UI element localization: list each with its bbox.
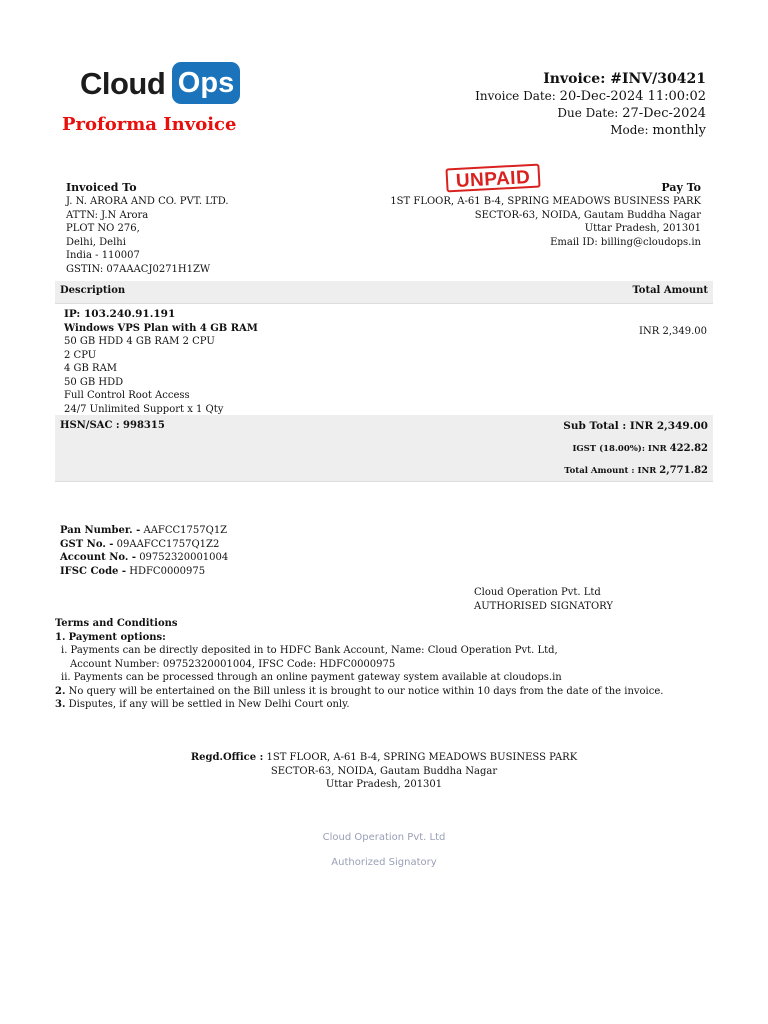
invoiced-to-heading: Invoiced To (66, 181, 137, 194)
ifsc-code: IFSC Code - HDFC0000975 (60, 565, 206, 577)
invoiced-to-line: J. N. ARORA AND CO. PVT. LTD. (66, 196, 229, 207)
pay-to-email[interactable]: Email ID: billing@cloudops.in (550, 236, 701, 248)
invoiced-to-line: PLOT NO 276, (66, 223, 140, 234)
item-detail: 50 GB HDD 4 GB RAM 2 CPU (64, 336, 215, 347)
signatory-company: Cloud Operation Pvt. Ltd (474, 587, 601, 598)
logo-word: Cloud (80, 66, 166, 101)
pay-to-line: 1ST FLOOR, A-61 B-4, SPRING MEADOWS BUSINESS PARK (390, 196, 701, 207)
registered-office (0, 751, 768, 792)
subtotal: Sub Total : INR 2,349.00 (563, 420, 708, 432)
table-divider (55, 303, 713, 304)
table-header (55, 281, 713, 303)
table-divider (55, 481, 713, 482)
invoiced-to-block (66, 181, 229, 276)
invoiced-to-line: GSTIN: 07AAACJ0271H1ZW (66, 263, 211, 275)
account-number: Account No. - 09752320001004 (60, 552, 229, 563)
signatory-block (474, 586, 613, 613)
invoiced-to-line: ATTN: J.N Arora (66, 209, 149, 221)
tax-row (55, 437, 713, 459)
pay-to-block (390, 181, 701, 249)
invoiced-to-line: India - 110007 (66, 250, 140, 261)
pay-to-line: Uttar Pradesh, 201301 (584, 223, 701, 234)
item-detail: Full Control Root Access (64, 390, 190, 401)
total-row (55, 459, 713, 481)
unpaid-stamp: UNPAID (445, 164, 540, 193)
invoice-date: Invoice Date: 20-Dec-2024 11:00:02 (475, 89, 706, 104)
pay-to-line: SECTOR-63, NOIDA, Gautam Buddha Nagar (474, 209, 701, 221)
pay-to-heading: Pay To (661, 181, 701, 194)
column-total-amount: Total Amount (632, 285, 708, 296)
regd-line-1: Regd.Office : 1ST FLOOR, A-61 B-4, SPRING MEADOWS BUSINESS PARK (190, 752, 578, 763)
footer-company: Cloud Operation Pvt. Ltd (322, 832, 446, 843)
term-2: 2. No query will be entertained on the Bill unless it is brought to our notice within 10 days from the date of the invoice. (55, 685, 664, 697)
item-plan: Windows VPS Plan with 4 GB RAM (64, 322, 258, 334)
term-1-ii: ii. Payments can be processed through an online payment gateway system available at cloudops.in (61, 672, 562, 683)
item-detail: 50 GB HDD (64, 376, 124, 388)
igst-amount: IGST (18.00%): INR 422.82 (572, 443, 708, 454)
item-detail: 2 CPU (64, 349, 97, 361)
term-1: 1. Payment options: (55, 631, 166, 643)
billing-mode: Mode: monthly (610, 123, 706, 138)
pan-number: Pan Number. - AAFCC1757Q1Z (60, 525, 228, 536)
terms-block (55, 617, 663, 712)
document-title: Proforma Invoice (62, 114, 237, 135)
item-amount: INR 2,349.00 (639, 326, 707, 337)
logo-badge: Ops (172, 62, 240, 104)
regd-line-2: SECTOR-63, NOIDA, Gautam Buddha Nagar (270, 765, 498, 777)
regd-line-3: Uttar Pradesh, 201301 (325, 779, 443, 790)
item-detail: 24/7 Unlimited Support x 1 Qty (64, 403, 224, 415)
terms-heading: Terms and Conditions (55, 618, 178, 629)
column-description: Description (60, 285, 126, 296)
bank-details (60, 524, 228, 578)
invoice-meta (475, 70, 706, 139)
term-3: 3. Disputes, if any will be settled in New Delhi Court only. (55, 699, 350, 710)
subtotal-row (55, 415, 713, 437)
item-ip: IP: 103.240.91.191 (64, 308, 176, 320)
hsn-sac: HSN/SAC : 998315 (60, 420, 165, 431)
invoice-number: Invoice: #INV/30421 (543, 71, 706, 87)
due-date: Due Date: 27-Dec-2024 (557, 106, 706, 121)
term-1-i-cont: Account Number: 09752320001004, IFSC Code: HDFC0000975 (70, 658, 396, 670)
invoiced-to-line: Delhi, Delhi (66, 236, 126, 248)
signatory-title: AUTHORISED SIGNATORY (474, 600, 613, 612)
term-1-i: i. Payments can be directly deposited in to HDFC Bank Account, Name: Cloud Operation Pvt. Ltd, (61, 645, 558, 656)
item-detail: 4 GB RAM (64, 363, 118, 374)
footer-signatory: Authorized Signatory (331, 857, 437, 868)
gst-number: GST No. - 09AAFCC1757Q1Z2 (60, 538, 220, 550)
line-item (64, 308, 258, 416)
total-amount: Total Amount : INR 2,771.82 (564, 465, 708, 476)
